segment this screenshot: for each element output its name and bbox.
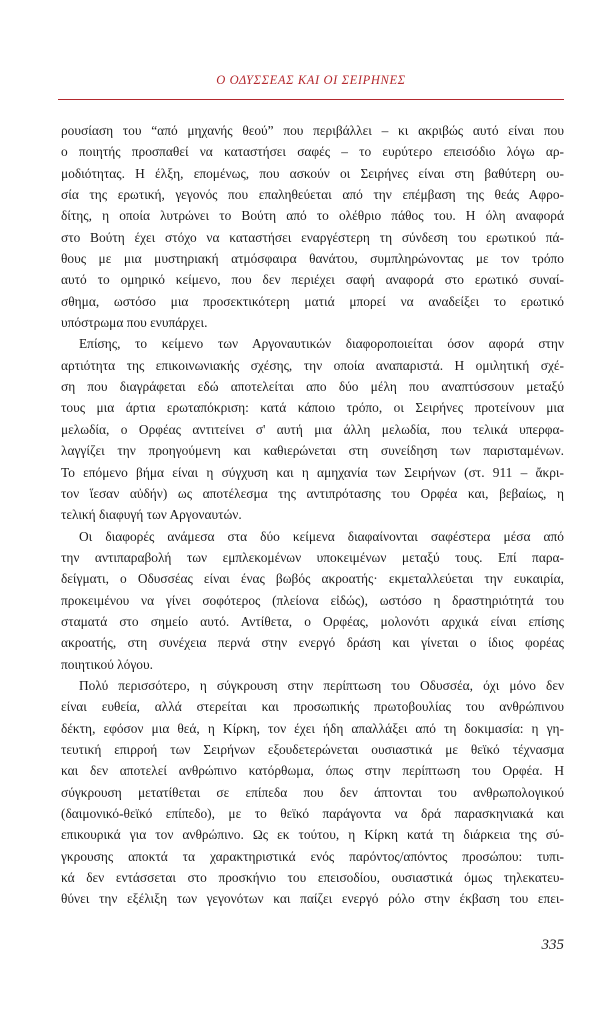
page-number: 335: [541, 937, 564, 953]
text-line: μοδιότητας. Η έλξη, επομένως, που ασκούν οι Σειρήνες είναι στη βαθύτερη ου-: [61, 165, 564, 181]
text-line: ποιητικού λόγου.: [61, 656, 153, 672]
text-line: υπόστρωμα που ενυπάρχει.: [61, 315, 208, 331]
text-line: και δεν αποτελεί ανθρώπινο κατόρθωμα, όπως στην περίπτωση του Ορφέα. Η: [61, 763, 564, 779]
text-line: δίτης, η οποία λυτρώνει το Βούτη από το ολέθριο πάθος του. Η όλη αναφορά: [61, 208, 564, 224]
text-line: ρουσίαση του “από μηχανής θεού” που περιβάλλει – κι ακριβώς αυτό είναι που: [61, 123, 564, 138]
text-line: λαγγίζει την προηγούμενη και καθιερώνεται στη συνείδηση των παρισταμένων.: [61, 443, 564, 459]
body-text: [61, 120, 564, 910]
text-line: ο ποιητής προσπαθεί να καταστήσει σαφές – το ευρύτερο επεισόδιο λόγω αρ-: [61, 144, 564, 160]
text-line: Επίσης, το κείμενο των Αργοναυτικών διαφοροποιείται όσον αφορά στην: [79, 336, 564, 352]
text-line: κά δεν εντάσσεται στο προσκήνιο του επεισοδίου, ουσιαστικά όμως τηλεκατευ-: [61, 870, 564, 886]
text-line: ση που διαγράφεται εδώ αποτελείται απο δύο μέλη που αναπτύσσουν μεταξύ: [61, 379, 564, 395]
running-header-title: Ο ΟΔΥΣΣΕΑΣ ΚΑΙ ΟΙ ΣΕΙΡΗΝΕΣ: [216, 73, 406, 87]
text-line: θους με μια μυστηριακή ατμόσφαιρα θανάτου, συμπληρώνοντας με τον τρόπο: [61, 251, 564, 267]
text-line: Οι διαφορές ανάμεσα στα δύο κείμενα διαφαίνονται σαφέστερα μέσα από: [79, 528, 564, 544]
paragraph-2: [61, 333, 564, 525]
text-line: την αντιπαραβολή των εμπλεκομένων υποκειμένων μεταξύ τους. Επί παρα-: [61, 549, 564, 565]
text-line: ακροατής, στη συνέχεια περνά στην ενεργό δράση και γίνεται ο ίδιος φορέας: [61, 635, 564, 651]
text-line: αυτό το ομηρικό κείμενο, που δεν περιέχει σαφή αναφορά στο ερωτικό συναί-: [61, 272, 564, 288]
text-line: σταματά στο σημείο αυτό. Αντίθετα, ο Ορφέας, μολονότι αρχικά είναι επίσης: [61, 613, 564, 629]
text-line: στο Βούτη έχει στόχο να καταστήσει εναργέστερη τη σύνδεση του ερωτικού πά-: [61, 229, 564, 245]
text-line: μελωδία, ο Ορφέας αντιτείνει σ' αυτή μια άλλη μελωδία, που τελικά υπερφα-: [61, 421, 564, 437]
text-line: σύγκρουση μετατίθεται σε επίπεδα που δεν άπτονται του ανθρωπολογικού: [61, 784, 564, 800]
text-line: τον ἵεσαν αὐδήν) ως αποτέλεσμα της αντιπρότασης του Ορφέα και, βεβαίως, η: [61, 485, 564, 501]
text-line: τελική διαφυγή των Αργοναυτών.: [61, 507, 242, 523]
text-line: δείγματι, ο Οδυσσέας είναι ένας βωβός ακροατής· εκμεταλλεύεται την ευκαιρία,: [61, 571, 564, 587]
text-line: είναι ευθεία, αλλά στερείται και προσωπικής πρωτοβουλίας του ανθρώπινου: [61, 699, 564, 715]
text-line: τευτική επιρροή των Σειρήνων εξουδετερώνεται ουσιαστικά με θεϊκό τέχνασμα: [61, 741, 564, 757]
text-line: σία της ερωτική, γεγονός που επαληθεύεται από την επέμβαση της θεάς Αφρο-: [61, 187, 564, 203]
paragraph-4: [61, 675, 564, 910]
text-line: Το επόμενο βήμα είναι η σύγχυση και η αμηχανία των Σειρήνων (στ. 911 – ἄκρι-: [61, 464, 564, 480]
text-line: επικουρικά για τον ανθρώπινο. Ως εκ τούτου, η Κίρκη κατά τη διάρκεια της σύ-: [61, 827, 564, 843]
text-line: τους μια άρτια ερωταπόκριση: κατά κάποιο τρόπο, οι Σειρήνες προτείνουν μια: [61, 400, 564, 416]
paragraph-3: [61, 526, 564, 675]
text-line: δέκτη, εφόσον μια θεά, η Κίρκη, τον έχει ήδη απαλλάξει από τη δοκιμασία: η γη-: [61, 720, 564, 736]
header-rule: [58, 99, 564, 100]
text-line: θύνει την εξέλιξη των γεγονότων και παίζει ενεργό ρόλο στην έκβαση του επει-: [61, 891, 564, 907]
text-line: γκρουσης αποκτά τα χαρακτηριστικά ενός παρόντος/απόντος προσώπου: τυπι-: [61, 848, 564, 864]
text-line: (δαιμονικό-θεϊκό επίπεδο), με το θεϊκό παράγοντα να δρά παρασκηνιακά και: [61, 806, 564, 821]
text-line: αρτιότητα της επικοινωνιακής σχέσης, την οποία αναπαριστά. Η ομιλητική σχέ-: [61, 357, 564, 373]
text-line: προκειμένου να γίνει σοφότερος (πλείονα εἰδώς), ωστόσο η δραστηριότητά του: [61, 592, 564, 608]
text-line: σθημα, ωστόσο μια προσεκτικότερη ματιά μπορεί να αναδείξει το ερωτικό: [61, 293, 564, 309]
text-line: Πολύ περισσότερο, η σύγκρουση στην περίπτωση του Οδυσσέα, όχι μόνο δεν: [79, 677, 564, 693]
paragraph-1: [61, 120, 564, 333]
